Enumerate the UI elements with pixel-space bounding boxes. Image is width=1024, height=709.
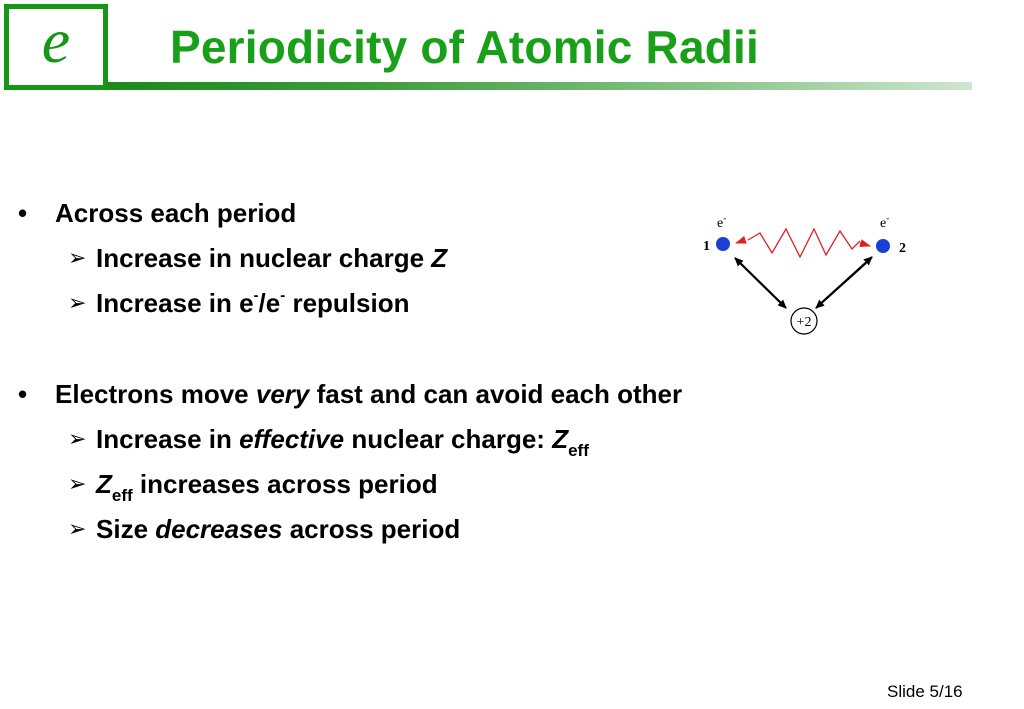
slide-number: Slide 5/16: [887, 682, 963, 701]
arrow-bullet-icon: ➢: [68, 516, 87, 541]
sub-bullet-text: Increase in effective nuclear charge: $Z_{eff}$: [96, 424, 589, 461]
sub-bullet-text: Increase in e-/e- repulsion: [96, 287, 410, 318]
logo: [4, 4, 108, 90]
arrow-bullet-icon: ➢: [68, 426, 87, 451]
repulsion-arrow-left: [736, 240, 745, 243]
electron-1-number: 1: [703, 239, 710, 254]
electron-2-label: e-: [880, 213, 890, 231]
bullet-1-text: Across each period: [55, 198, 297, 228]
electron-2-number: 2: [899, 241, 906, 256]
nucleus-label: +2: [796, 315, 812, 330]
sub-bullet-text: Increase in nuclear charge Z: [96, 243, 448, 273]
bullet-dot: •: [18, 198, 28, 228]
electron-1: [716, 237, 730, 251]
logo-letter: e: [41, 5, 71, 76]
bullet-2-text: Electrons move very fast and can avoid each other: [55, 379, 683, 409]
electron-repulsion-diagram: [700, 205, 925, 340]
arrow-bullet-icon: ➢: [68, 290, 87, 315]
repulsion-arrow-right: [860, 243, 870, 246]
repulsion-spring: [748, 229, 860, 257]
title-underline: [108, 82, 972, 90]
arrow-bullet-icon: ➢: [68, 245, 87, 270]
electron-2: [876, 239, 890, 253]
attraction-arrow-1b: [740, 263, 786, 308]
bullet-dot: •: [18, 379, 28, 409]
sub-bullet-text: Size decreases across period: [96, 514, 461, 544]
electron-1-label: e-: [717, 213, 727, 231]
arrow-bullet-icon: ➢: [68, 471, 87, 496]
sub-bullet-text: $Z_{eff}$ increases across period: [96, 469, 438, 506]
attraction-arrow-2b: [816, 263, 866, 308]
page-title: Periodicity of Atomic Radii: [170, 21, 760, 73]
